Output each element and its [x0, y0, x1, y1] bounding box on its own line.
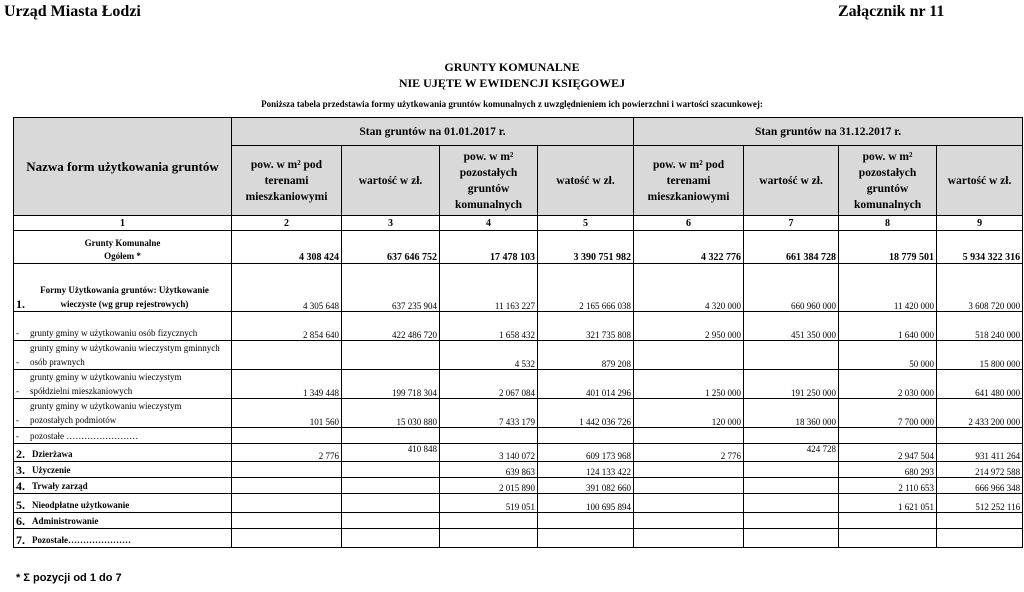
table-cell: 15 800 000 — [937, 341, 1023, 370]
table-cell — [634, 513, 744, 529]
row-label — [14, 478, 232, 494]
table-row — [14, 264, 1023, 312]
table-cell: 4 532 — [440, 341, 538, 370]
table-cell: 50 000 — [839, 341, 937, 370]
table-cell: 2 776 — [634, 444, 744, 462]
row-label — [14, 494, 232, 513]
table-cell: 4 305 648 — [232, 264, 342, 312]
table-cell — [634, 494, 744, 513]
table-cell — [232, 478, 342, 494]
total-label-line2: Ogółem * — [104, 251, 141, 261]
table-cell: 519 051 — [440, 494, 538, 513]
table-cell: 410 848 — [342, 444, 440, 462]
table-cell — [937, 529, 1023, 548]
table-cell: 2 854 640 — [232, 312, 342, 341]
table-row — [14, 462, 1023, 478]
row-label — [14, 428, 232, 444]
document-subtitle: NIE UJĘTE W EWIDENCJI KSIĘGOWEJ — [398, 76, 626, 90]
table-cell: 3 140 072 — [440, 444, 538, 462]
row-index: - — [16, 328, 19, 338]
table-cell: 641 480 000 — [937, 370, 1023, 399]
column-number-row — [14, 216, 1023, 231]
table-cell: 2 110 653 — [839, 478, 937, 494]
row-name: grunty gminy w użytkowaniu wieczystym pozostałych podmiotów — [30, 401, 182, 425]
column-number: 2 — [232, 216, 342, 231]
row-name: pozostałe …………………… — [30, 431, 139, 441]
row-index: 4. — [16, 479, 25, 493]
column-number: 1 — [14, 216, 232, 231]
row-index: - — [16, 386, 19, 396]
table-cell: 2 776 — [232, 444, 342, 462]
table-row — [14, 513, 1023, 529]
footnote: * Σ pozycji od 1 do 7 — [16, 572, 122, 584]
row-name: grunty gminy w użytkowaniu wieczystym spółdzielni mieszkaniowych — [30, 372, 182, 396]
table-cell: 11 163 227 — [440, 264, 538, 312]
table-cell — [744, 529, 839, 548]
table-cell: 120 000 — [634, 399, 744, 428]
table-cell: 1 658 432 — [440, 312, 538, 341]
row-label — [14, 312, 232, 341]
column-number: 7 — [744, 216, 839, 231]
table-cell — [634, 529, 744, 548]
table-cell — [232, 494, 342, 513]
table-row — [14, 478, 1023, 494]
row-name: Nieodpłatne użytkowanie — [32, 500, 130, 510]
table-cell: 680 293 — [839, 462, 937, 478]
subheader-value: wartość w zł. — [937, 146, 1023, 216]
table-cell: 15 030 880 — [342, 399, 440, 428]
row-name: Użyczenie — [32, 465, 71, 475]
table-cell — [232, 428, 342, 444]
table-row — [14, 444, 1023, 462]
group-header-end: Stan gruntów na 31.12.2017 r. — [634, 118, 1023, 146]
table-cell: 1 621 051 — [839, 494, 937, 513]
total-cell: 4 308 424 — [232, 231, 342, 264]
table-cell: 199 718 304 — [342, 370, 440, 399]
row-index: 6. — [16, 514, 25, 528]
document-title: GRUNTY KOMUNALNE — [444, 60, 580, 74]
table-cell — [342, 529, 440, 548]
row-label — [14, 341, 232, 370]
table-cell: 401 014 296 — [538, 370, 634, 399]
table-description: Poniższa tabela przedstawia formy użytkowania gruntów komunalnych z uwzględnieniem ich powierzchni i wartości szacunkowej: — [261, 99, 763, 109]
table-cell: 518 240 000 — [937, 312, 1023, 341]
table-cell: 18 360 000 — [744, 399, 839, 428]
table-cell — [440, 428, 538, 444]
table-cell: 424 728 — [744, 444, 839, 462]
table-row — [14, 341, 1023, 370]
table-cell: 451 350 000 — [744, 312, 839, 341]
row-label — [14, 264, 232, 312]
row-index: 2. — [16, 447, 25, 461]
table-cell: 100 695 894 — [538, 494, 634, 513]
col-header-name: Nazwa form użytkowania gruntów — [14, 118, 232, 216]
subheader-area-residential: pow. w m² pod terenami mieszkaniowymi — [634, 146, 744, 216]
land-use-table — [13, 117, 1023, 548]
table-cell: 391 082 660 — [538, 478, 634, 494]
table-row — [14, 312, 1023, 341]
table-cell: 1 640 000 — [839, 312, 937, 341]
total-cell: 17 478 103 — [440, 231, 538, 264]
table-cell — [538, 513, 634, 529]
table-row — [14, 370, 1023, 399]
table-cell — [937, 428, 1023, 444]
total-cell: 5 934 322 316 — [937, 231, 1023, 264]
row-name: Administrowanie — [32, 516, 99, 526]
column-number: 4 — [440, 216, 538, 231]
table-cell — [634, 462, 744, 478]
column-number: 6 — [634, 216, 744, 231]
table-cell: 191 250 000 — [744, 370, 839, 399]
table-cell: 609 173 968 — [538, 444, 634, 462]
table-cell: 2 947 504 — [839, 444, 937, 462]
table-cell: 2 433 200 000 — [937, 399, 1023, 428]
office-name: Urząd Miasta Łodzi — [4, 3, 141, 20]
row-label — [14, 444, 232, 462]
group-header-start: Stan gruntów na 01.01.2017 r. — [232, 118, 634, 146]
column-number: 9 — [937, 216, 1023, 231]
table-cell: 639 863 — [440, 462, 538, 478]
table-cell: 637 235 904 — [342, 264, 440, 312]
table-cell — [342, 513, 440, 529]
row-index: - — [16, 431, 19, 441]
table-cell — [232, 341, 342, 370]
table-cell — [538, 529, 634, 548]
table-cell — [342, 428, 440, 444]
subheader-value: wartość w zł. — [342, 146, 440, 216]
table-cell — [634, 478, 744, 494]
total-cell: 3 390 751 982 — [538, 231, 634, 264]
row-index: - — [16, 415, 19, 425]
table-cell: 4 320 000 — [634, 264, 744, 312]
table-cell — [744, 462, 839, 478]
total-label-line1: Grunty Komunalne — [84, 238, 161, 248]
row-name: Formy Użytkowania gruntów: Użytkowanie wieczyste (wg grup rejestrowych) — [40, 285, 209, 309]
row-name: Dzierżawa — [32, 449, 73, 459]
table-row — [14, 399, 1023, 428]
row-label — [14, 462, 232, 478]
table-cell: 879 208 — [538, 341, 634, 370]
table-cell: 214 972 588 — [937, 462, 1023, 478]
total-cell: 661 384 728 — [744, 231, 839, 264]
table-cell — [342, 341, 440, 370]
table-cell — [839, 428, 937, 444]
table-cell — [440, 513, 538, 529]
column-number: 3 — [342, 216, 440, 231]
table-cell: 1 349 448 — [232, 370, 342, 399]
table-cell — [937, 513, 1023, 529]
table-cell: 124 133 422 — [538, 462, 634, 478]
row-name: grunty gminy w użytkowaniu wieczystym gminnych osób prawnych — [30, 343, 220, 367]
table-cell: 1 442 036 726 — [538, 399, 634, 428]
table-cell: 422 486 720 — [342, 312, 440, 341]
row-index: 1. — [16, 297, 25, 311]
table-cell: 1 250 000 — [634, 370, 744, 399]
table-cell: 101 560 — [232, 399, 342, 428]
row-label — [14, 370, 232, 399]
table-cell — [839, 529, 937, 548]
subheader-area-other: pow. w m² pozostałych gruntów komunalnych — [839, 146, 937, 216]
table-cell: 7 700 000 — [839, 399, 937, 428]
table-row — [14, 494, 1023, 513]
table-cell: 2 950 000 — [634, 312, 744, 341]
total-cell: 637 646 752 — [342, 231, 440, 264]
subheader-value: wartość w zł. — [744, 146, 839, 216]
table-cell — [744, 494, 839, 513]
table-cell: 2 015 890 — [440, 478, 538, 494]
row-index: 5. — [16, 498, 25, 512]
row-name: grunty gminy w użytkowaniu osób fizycznych — [30, 328, 198, 338]
table-row — [14, 529, 1023, 548]
row-label — [14, 399, 232, 428]
table-cell — [232, 462, 342, 478]
row-name: Trwały zarząd — [32, 481, 88, 491]
column-number: 5 — [538, 216, 634, 231]
table-cell: 660 960 000 — [744, 264, 839, 312]
subheader-value: watość w zł. — [538, 146, 634, 216]
table-cell — [342, 462, 440, 478]
table-cell: 931 411 264 — [937, 444, 1023, 462]
table-cell — [232, 529, 342, 548]
table-cell: 3 608 720 000 — [937, 264, 1023, 312]
table-cell — [342, 494, 440, 513]
total-label — [14, 231, 232, 264]
table-cell: 7 433 179 — [440, 399, 538, 428]
subheader-area-other: pow. w m² pozostałych gruntów komunalnych — [440, 146, 538, 216]
row-index: 7. — [16, 533, 25, 547]
table-cell: 2 030 000 — [839, 370, 937, 399]
attachment-label: Załącznik nr 11 — [838, 3, 945, 20]
table-cell — [839, 513, 937, 529]
table-cell — [744, 341, 839, 370]
table-cell: 2 165 666 038 — [538, 264, 634, 312]
row-name: Pozostałe………………… — [32, 535, 131, 545]
table-cell: 666 966 348 — [937, 478, 1023, 494]
total-row — [14, 231, 1023, 264]
subheader-area-residential: pow. w m² pod terenami mieszkaniowymi — [232, 146, 342, 216]
table-cell — [744, 428, 839, 444]
table-cell — [744, 513, 839, 529]
row-label — [14, 529, 232, 548]
table-cell — [744, 478, 839, 494]
table-cell — [634, 428, 744, 444]
total-cell: 18 779 501 — [839, 231, 937, 264]
table-row — [14, 428, 1023, 444]
table-cell — [538, 428, 634, 444]
table-cell — [342, 478, 440, 494]
table-cell: 2 067 084 — [440, 370, 538, 399]
table-cell: 11 420 000 — [839, 264, 937, 312]
table-cell — [232, 513, 342, 529]
table-cell — [634, 341, 744, 370]
total-cell: 4 322 776 — [634, 231, 744, 264]
table-cell: 512 252 116 — [937, 494, 1023, 513]
row-index: - — [16, 357, 19, 367]
row-label — [14, 513, 232, 529]
table-cell — [440, 529, 538, 548]
row-index: 3. — [16, 463, 25, 477]
table-cell: 321 735 808 — [538, 312, 634, 341]
column-number: 8 — [839, 216, 937, 231]
